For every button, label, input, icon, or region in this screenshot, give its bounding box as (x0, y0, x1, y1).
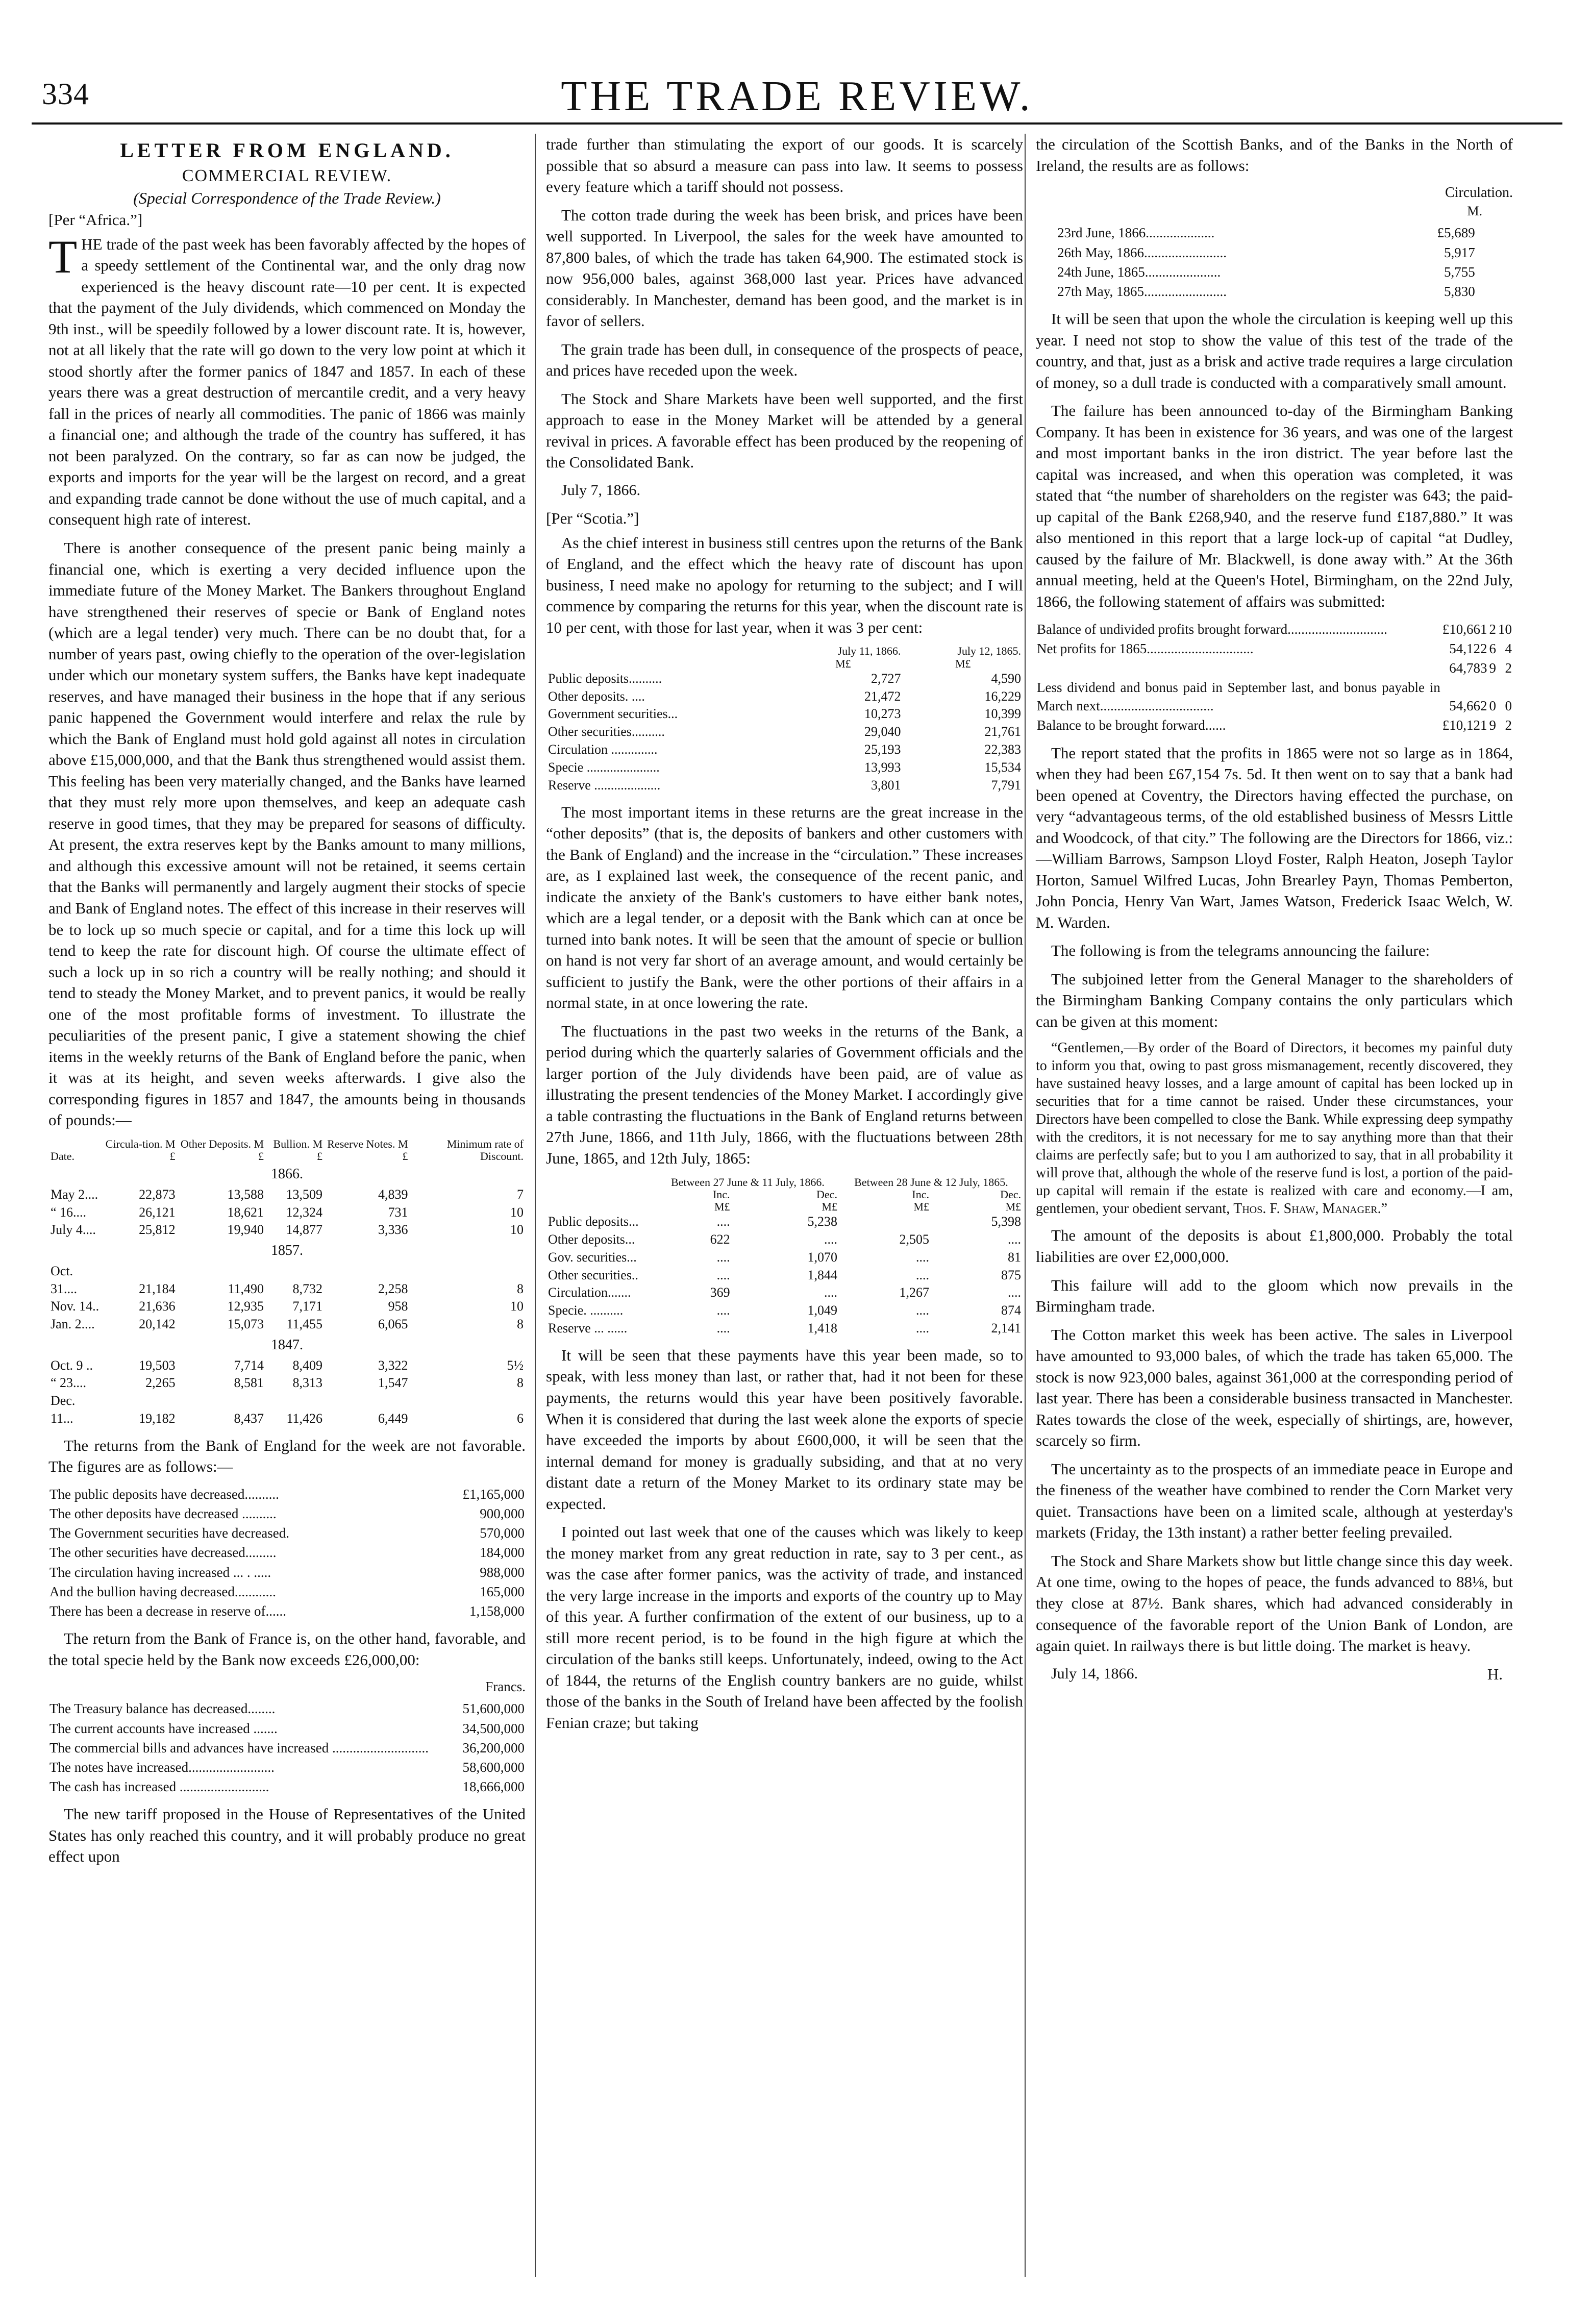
dateline: July 7, 1866. (561, 481, 641, 499)
list-item (48, 1719, 526, 1738)
table-cell: 570,000 (480, 1525, 525, 1541)
paragraph: This failure will add to the gloom which now prevails in the Birmingham trade. (1036, 1276, 1513, 1316)
table-cell: Specie. .......... (548, 1303, 624, 1318)
list-item (48, 1485, 526, 1504)
article-subtitle: COMMERCIAL REVIEW. (182, 166, 392, 185)
table-cell: 5,398 (991, 1214, 1021, 1229)
table-cell: £1,165,000 (462, 1486, 525, 1502)
table-cell: The public deposits have decreased.......... (49, 1486, 279, 1502)
table-cell: 8 (517, 1281, 524, 1296)
bank-returns-table (48, 1138, 526, 1428)
column-header: Minimum rate of Discount. (446, 1137, 524, 1163)
table-cell: 2,727 (870, 671, 901, 686)
table-cell: 1,158,000 (469, 1603, 525, 1619)
table-cell: 2,141 (991, 1321, 1021, 1336)
table-cell: 2 (1505, 660, 1512, 676)
unit-label: M£ (913, 1200, 929, 1213)
france-list (48, 1699, 526, 1796)
list-item (546, 1213, 1023, 1231)
paragraph: The subjoined letter from the General Manager to the shareholders of the Birmingham Banking Company contains the only particulars which can be given at this moment: (1036, 970, 1513, 1030)
table-cell: The notes have increased......................... (49, 1759, 275, 1775)
table-cell: 11,490 (228, 1281, 264, 1296)
list-item (48, 1758, 526, 1777)
column-divider (535, 134, 536, 2277)
table-row (48, 1392, 526, 1428)
table-row (48, 1374, 526, 1392)
table-cell: 2 (1489, 621, 1496, 637)
table-cell: 13,588 (227, 1186, 264, 1202)
table-cell: 1,049 (807, 1303, 837, 1318)
table-cell: Oct. 9 .. (51, 1357, 93, 1373)
table-cell: Reserve ... ...... (548, 1321, 628, 1336)
list-item (546, 1249, 1023, 1267)
table-cell: £10,121 (1442, 718, 1487, 733)
list-item (48, 1738, 526, 1758)
table-cell: 19,940 (227, 1222, 264, 1238)
table-row (48, 1204, 526, 1222)
unit-label: M£ (835, 657, 851, 670)
table-cell: 0 (1489, 698, 1496, 714)
list-item (1036, 639, 1513, 658)
list-item (48, 1563, 526, 1582)
paragraph: The Cotton market this week has been active. The sales in Liverpool have amounted to 93,000 bales, of which the trade has taken 65,000. The stock is now 923,000 bales, against 361,000 at the corresponding period of last year. There has been a considerable business transacted in Manchester. Rates towards the close of the week, especially of shirtings, are, however, scarcely so firm. (1036, 1325, 1513, 1450)
table-cell: .... (915, 1249, 929, 1265)
table-cell: 1,547 (378, 1375, 408, 1391)
paragraph: The grain trade has been dull, in consequence of the prospects of peace, and prices have receded upon the week. (546, 340, 1023, 380)
table-cell: 958 (388, 1299, 408, 1314)
table-cell: 2,505 (899, 1231, 929, 1247)
table-cell: Less dividend and bonus paid in September last, and bonus payable in March next................................. (1037, 680, 1440, 714)
table-cell: 9 (1489, 718, 1496, 733)
table-cell: 1,070 (807, 1249, 837, 1265)
table-cell: 21,184 (139, 1281, 176, 1296)
column-1 (48, 134, 526, 1874)
table-cell: 14,877 (286, 1222, 323, 1238)
table-cell: 15,534 (984, 759, 1021, 775)
table-cell: .... (716, 1249, 730, 1265)
paragraph: As the chief interest in business still centres upon the returns of the Bank of England, and the effect which the heavy rate of discount has upon business, I need make no apology for returning to the subject; and I will commence by comparing the returns for this year, when the discount rate is 10 per cent, with those for last year, when it was 3 per cent: (546, 533, 1023, 636)
year-label: 1847. (271, 1337, 303, 1353)
table-cell: 27th May, 1865........................ (1057, 283, 1227, 299)
table-cell: Reserve .................... (548, 777, 661, 793)
table-cell: 18,621 (227, 1204, 264, 1220)
table-cell: 10,273 (864, 706, 901, 722)
column-header: July 12, 1865. (957, 645, 1021, 658)
table-cell: 26th May, 1866........................ (1057, 244, 1227, 260)
table-cell: 0 (1505, 698, 1512, 714)
table-cell: The commercial bills and advances have increased ............................ (49, 1740, 429, 1756)
paragraph: The Stock and Share Markets show but little change since this day week. At one time, owing to the hopes of peace, the funds advanced to 88⅛, but they close at 87½. Bank shares, which had advanced considerably in consequence of the favorable report of the Union Bank of London, are again quiet. In railways there is but little doing. The market is heavy. (1036, 1551, 1513, 1655)
table-cell: 6 (517, 1411, 524, 1426)
table-row (48, 1221, 526, 1239)
table-cell: Public deposits.......... (548, 671, 662, 686)
table-cell: Balance of undivided profits brought forward............................. (1037, 621, 1387, 637)
column-3 (1036, 134, 1513, 1685)
column-2 (546, 134, 1023, 1740)
page-header (32, 20, 1562, 120)
table-cell: Other securities.. (548, 1267, 638, 1282)
unit-label: M£ (822, 1200, 837, 1213)
table-cell: Nov. 14.. (51, 1299, 100, 1314)
table-cell: 10 (510, 1299, 524, 1314)
paragraph: The report stated that the profits in 1865 were not so large as in 1864, when they had been £67,154 7s. 5d. It then went on to say that a bank had been opened at Coventry, the Directors having effected the purchase, on very “advantageous terms, of the old established business of Messrs Little and Woodcock, of that city.” The following are the Directors for 1866, viz.:—William Barrows, Sampson Lloyd Foster, Ralph Heaton, Joseph Taylor Horton, Samuel Wilfred Lucas, John Brearley Payn, Thomas Pemberton, John Poncia, Henry Van Wart, James Watson, Frederick Isaac Welch, W. M. Warden. (1036, 744, 1513, 931)
table-cell: 4,839 (378, 1186, 408, 1202)
circulation-header: Circulation. (1445, 185, 1513, 201)
list-item (1056, 282, 1476, 301)
table-cell: 13,509 (286, 1186, 323, 1202)
table-cell: Other deposits. .... (548, 688, 645, 704)
list-item (48, 1601, 526, 1621)
paragraph: It will be seen that these payments have this year been made, so to speak, with less money than last, or rather that, had it not been for these payments, the returns would this year have been positively favorable. When it is considered that during the last week alone the exports of specie have exceeded the imports by about £600,000, it will be seen that the internal demand for money is gradually subsiding, and that at no very distant date a return of the Money Market to its ordinary state may be expected. (546, 1346, 1023, 1513)
table-cell: .... (824, 1231, 837, 1247)
table-cell: 2,258 (378, 1281, 408, 1296)
table-cell: .... (1008, 1231, 1021, 1247)
ship-dispatch: [Per “Scotia.”] (546, 509, 639, 528)
table-cell: 12,324 (286, 1204, 323, 1220)
circulation-unit: M. (1467, 203, 1482, 218)
letter-signature: Thos. F. Shaw, Manager.” (1233, 1201, 1388, 1217)
article-title: LETTER FROM ENGLAND. (120, 139, 454, 162)
table-cell: 12,935 (227, 1299, 264, 1314)
table-cell: .... (716, 1267, 730, 1282)
sub-header: Dec. (816, 1188, 837, 1201)
table-cell: 11,455 (286, 1317, 323, 1332)
column-header: Other Deposits. M £ (180, 1137, 264, 1163)
table-cell: 10 (510, 1204, 524, 1220)
table-cell: There has been a decrease in reserve of...... (49, 1603, 286, 1619)
table-cell: And the bullion having decreased............ (49, 1584, 276, 1599)
paragraph: It will be seen that upon the whole the circulation is keeping well up this year. I need not stop to show the value of this test of the trade of the country, and that, just as a brisk and active trade requires a large circulation of money, so a dull trade is conducted with a comparatively small amount. (1036, 310, 1513, 391)
table-cell: 5,917 (1444, 244, 1475, 260)
list-item (546, 1302, 1023, 1320)
returns-table (546, 645, 1023, 794)
list-item (1056, 243, 1476, 262)
table-cell: The Government securities have decreased. (49, 1525, 290, 1541)
table-cell: 5,238 (807, 1214, 837, 1229)
column-header: Between 28 June & 12 July, 1865. (854, 1175, 1008, 1189)
paragraph: the circulation of the Scottish Banks, and of the Banks in the North of Ireland, the results are as follows: (1036, 135, 1513, 175)
table-cell: 900,000 (480, 1506, 525, 1522)
table-cell: 54,122 (1449, 640, 1487, 656)
table-cell: Circulation....... (548, 1285, 631, 1300)
dateline: July 14, 1866. (1051, 1665, 1138, 1682)
table-cell: 25,193 (864, 742, 901, 757)
table-cell: £5,689 (1437, 225, 1475, 241)
page-number: 334 (42, 77, 89, 111)
column-header: Date. (51, 1150, 75, 1163)
table-cell: 58,600,000 (462, 1759, 525, 1775)
france-unit: Francs. (485, 1679, 526, 1695)
drop-cap: T (48, 230, 78, 283)
table-cell: 26,121 (139, 1204, 176, 1220)
table-cell: 8 (517, 1375, 524, 1391)
unit-label: M£ (1005, 1200, 1021, 1213)
column-header: July 11, 1866. (837, 645, 901, 658)
table-cell: .... (716, 1214, 730, 1229)
list-item (546, 1231, 1023, 1249)
table-cell: 11,426 (286, 1411, 323, 1426)
table-cell: 3,801 (870, 777, 901, 793)
unit-label: M£ (714, 1200, 730, 1213)
table-cell: 22,873 (139, 1186, 176, 1202)
table-cell: 54,662 (1449, 698, 1487, 714)
table-cell: 5,830 (1444, 283, 1475, 299)
list-item (48, 1777, 526, 1796)
table-cell: .... (716, 1321, 730, 1336)
table-cell: 51,600,000 (462, 1701, 525, 1717)
accounts-table (1036, 620, 1513, 735)
running-title: THE TRADE REVIEW. (561, 72, 1033, 120)
quoted-letter: “Gentlemen,—By order of the Board of Directors, it becomes my painful duty to inform you that, owing to past gross mismanagement, recently discovered, they have sustained heavy losses, and a large amount of capital has been locked up in securities that for a time cannot be raised. Under these circumstances, your Directors have been compelled to close the Bank. While expressing deep sympathy with the creditors, it is not necessary for me to say anything more than that their claims are perfectly safe; but to you I am authorized to say, that in all probability it will prove that, although the whole of the reserve fund is lost, a portion of the paid-up capital will remain if the estate is realized with care and economy.—I am, gentlemen, your obedient servant, Thos. F. Shaw, Manager.” (1036, 1040, 1513, 1217)
table-cell: 19,182 (139, 1411, 176, 1426)
table-cell: “ 23.... (51, 1375, 87, 1391)
table-cell (1036, 658, 1441, 678)
table-cell: 1,267 (899, 1285, 929, 1300)
year-label: 1866. (271, 1166, 303, 1182)
table-cell: 21,761 (984, 724, 1021, 739)
table-row (48, 1298, 526, 1316)
table-cell: 8,581 (234, 1375, 264, 1391)
sub-header: Dec. (1000, 1188, 1021, 1201)
table-cell: 7,171 (292, 1299, 323, 1314)
table-cell: 988,000 (480, 1564, 525, 1580)
table-cell: 184,000 (480, 1545, 525, 1561)
list-item (1036, 658, 1513, 678)
paragraph: The Stock and Share Markets have been well supported, and the first approach to ease in the Money Market will be attended by a general revival in prices. A favorable effect has been produced by the reopening of the Consolidated Bank. (546, 389, 1023, 472)
table-cell: 8,409 (292, 1357, 323, 1373)
paragraph: The amount of the deposits is about £1,800,000. Probably the total liabilities are over £2,000,000. (1036, 1226, 1513, 1266)
list-item (48, 1504, 526, 1523)
paragraph: The cotton trade during the week has been brisk, and prices have been well supported. In Liverpool, the sales for the week have amounted to 87,800 bales, of which the trade has taken 64,900. The estimated stock is now 956,000 bales, against 368,000 last year. Prices have advanced considerably. In Manchester, demand has been good, and the market is in favor of sellers. (546, 206, 1023, 330)
table-cell: 1,418 (807, 1321, 837, 1336)
table-cell: 5½ (507, 1357, 524, 1373)
table-cell: Public deposits... (548, 1214, 639, 1229)
table-cell: Other securities.......... (548, 724, 665, 739)
sign-off: H. (1487, 1665, 1503, 1683)
table-cell: 23rd June, 1866.................... (1057, 225, 1215, 241)
paragraph: I pointed out last week that one of the causes which was likely to keep the money market from any great reduction in rate, say to 3 per cent., as was the case after former panics, was the activity of trade, and instanced the very large increase in the imports and exports of the country up to May of this year. A further confirmation of the extent of our business, up to a still more recent period, is to be found in the high figure at which the circulation of the banks still keeps. Unfortunately, indeed, owing to the Act of 1844, the returns of the English country bankers are no guide, whilst those of the banks in the South of Ireland have been affected by the foolish Fenian craze; but taking (546, 1523, 1023, 1732)
table-cell: Balance to be brought forward...... (1037, 718, 1226, 733)
fluctuations-table (546, 1176, 1023, 1338)
list-item (1056, 223, 1476, 242)
list-item (1036, 620, 1513, 639)
table-cell: 4 (1505, 640, 1512, 656)
table-row (48, 1357, 526, 1375)
table-cell: The Treasury balance has decreased........ (49, 1701, 276, 1717)
table-cell: 64,783 (1449, 660, 1487, 676)
table-cell: 7,714 (234, 1357, 264, 1373)
paragraph: There is another consequence of the present panic being mainly a financial one, which is exerting a very decided influence upon the immediate future of the Money Market. The Bankers throughout England have strengthened their reserves of specie or Bank of England notes (which are a legal tender) very much. There can be no doubt that, for a number of years past, owing chiefly to the operation of the over-legislation under which our monetary system suffers, the Banks have kept inadequate reserves, and have managed their business in the hope that if any serious panic happened the Government would interfere and relax the rule by which the Bank of England must hold gold against all notes in circulation above £15,000,000, and that the Bank thus strengthened would assist them. This feeling has been very materially changed, and the Banks have learned that they must rely more upon themselves, and keep an adequate cash reserve in good times, that they may be prepared for seasons of difficulty. At present, the extra reserves kept by the Banks amount to many millions, and although this excessive amount will not be retained, it seems certain that the Banks will permanently and largely augment their stocks of specie and Bank of England notes. The effect of this increase in their reserves will be to lock up so much specie or capital, and for a time this lock up will tend to keep the rate for discount high. Of course the ultimate effect of such a lock up in so rich a country will be really nothing; and should it tend to steady the Money Market, and to prevent panics, it would be really one of the most profitable forms of investment. To illustrate the peculiarities of the present panic, I give a statement showing the chief items in the weekly returns of the Bank of England before the panic, when it was at its height, and seven weeks afterwards. I give also the corresponding figures in 1857 and 1847, the amounts being in thousands of pounds:— (48, 538, 526, 1129)
table-cell: .... (1008, 1285, 1021, 1300)
table-cell: 10,399 (984, 706, 1021, 722)
circulation-table (1056, 223, 1476, 301)
table-cell: 165,000 (480, 1584, 525, 1599)
table-cell: 3,322 (378, 1357, 408, 1373)
table-cell: Net profits for 1865............................... (1037, 640, 1254, 656)
year-row (48, 1239, 526, 1263)
table-cell: 25,812 (139, 1222, 176, 1238)
paragraph: The fluctuations in the past two weeks in the returns of the Bank, a period during which the quarterly salaries of Government officials and the larger portion of the July dividends have been paid, are of value as illustrating the present tendencies of the Money Market. I accordingly give a table contrasting the fluctuations in the Bank of England returns between 27th June, 1866, and 11th July, 1866, with the fluctuations between 28th June, 1865, and 12th July, 1865: (546, 1022, 1023, 1168)
list-item (1056, 262, 1476, 282)
column-header: Bullion. M £ (273, 1137, 323, 1163)
header-rule (32, 122, 1562, 125)
table-cell: 9 (1489, 660, 1496, 676)
table-cell: 6,449 (378, 1411, 408, 1426)
table-cell: £10,661 (1442, 621, 1487, 637)
table-cell: Dec. 11... (51, 1393, 76, 1426)
table-cell: 369 (710, 1285, 730, 1300)
table-cell: 2,265 (145, 1375, 176, 1391)
ship-dispatch: [Per “Africa.”] (48, 211, 143, 229)
table-cell: 29,040 (864, 724, 901, 739)
table-cell: 7 (517, 1186, 524, 1202)
table-cell: 5,755 (1444, 264, 1475, 280)
table-cell: 15,073 (227, 1317, 264, 1332)
table-cell: 4,590 (991, 671, 1021, 686)
list-item (546, 688, 1023, 706)
column-header: Between 27 June & 11 July, 1866. (670, 1175, 825, 1189)
table-cell: 875 (1001, 1267, 1021, 1282)
table-cell: .... (915, 1303, 929, 1318)
list-item (546, 670, 1023, 688)
sub-header: Inc. (912, 1188, 929, 1201)
table-cell: The cash has increased .......................... (49, 1779, 269, 1795)
table-cell: 18,666,000 (462, 1779, 525, 1795)
table-cell: Specie ...................... (548, 759, 660, 775)
table-cell: 8,732 (292, 1281, 323, 1296)
list-item (48, 1582, 526, 1601)
table-cell: Circulation .............. (548, 742, 658, 757)
table-cell: Government securities... (548, 706, 678, 722)
list-item (1036, 678, 1513, 715)
table-cell: The other deposits have decreased .......... (49, 1506, 277, 1522)
table-cell: 21,472 (864, 688, 901, 704)
correspondence-note: (Special Correspondence of the Trade Review.) (133, 189, 441, 208)
table-cell: .... (915, 1321, 929, 1336)
table-cell: 24th June, 1865...................... (1057, 264, 1221, 280)
paragraph: The following is from the telegrams announcing the failure: (1051, 942, 1430, 960)
paragraph: THE trade of the past week has been favorably affected by the hopes of a speedy settlement of the Continental war, and the only drag now experienced is the heavy discount rate—10 per cent. It is expected that the payment of the July dividends, which commenced on Monday the 9th inst., will be speedily followed by a lower discount rate. It is, however, not at all likely that the rate will go down to the very low point at which it stood shortly after the former panics of 1847 and 1857. In each of these years there was a great destruction of mercantile credit, and a very heavy fall in the prices of nearly all commodities. The panic of 1866 was mainly a financial one; and although the trade of the country has suffered, it has not been paralyzed. On the contrary, so far as can now be judged, the exports and imports for the year will be the largest on record, and a great and expanding trade cannot be done without the use of much capital, and a consequent high rate of interest. (48, 230, 526, 529)
list-item (546, 1284, 1023, 1302)
column-header: Circula-tion. M £ (105, 1137, 176, 1163)
table-cell: 16,229 (984, 688, 1021, 704)
table-row (48, 1316, 526, 1333)
unit-label: M£ (955, 657, 971, 670)
list-item (1036, 715, 1513, 735)
paragraph: The returns from the Bank of England for the week are not favorable. The figures are as follows:— (48, 1436, 526, 1476)
table-cell: 1,844 (807, 1267, 837, 1282)
table-cell: Oct. 31.... (51, 1263, 77, 1296)
table-cell: 7,791 (991, 777, 1021, 793)
list-item (48, 1699, 526, 1718)
table-cell: 8 (517, 1317, 524, 1332)
table-cell: May 2.... (51, 1186, 98, 1202)
table-cell: 19,503 (139, 1357, 176, 1373)
table-cell: 6 (1489, 640, 1496, 656)
list-item (546, 777, 1023, 795)
table-cell: 731 (388, 1204, 408, 1220)
table-row (48, 1186, 526, 1204)
paragraph: The failure has been announced to-day of the Birmingham Banking Company. It has been in existence for 36 years, and was one of the largest and most important banks in the iron district. The year before last the capital was increased, and when this operation was completed, it was stated that “the number of shareholders on the register was 643; the paid-up capital of the Bank £268,940, and the reserve fund £187,880.” It was also mentioned in this report that a large lock-up of capital “at Dudley, caused by the failure of Mr. Blackwell, is done away with.” At the 36th annual meeting, held at the Queen's Hotel, Birmingham, on the 22nd July, 1866, the following statement of affairs was submitted: (1036, 402, 1513, 610)
table-cell: .... (915, 1267, 929, 1282)
table-cell: July 4.... (51, 1222, 96, 1238)
paragraph: trade further than stimulating the export of our goods. It is scarcely possible that so absurd a measure can pass into law. It seems to possess every feature which a tariff should not possess. (546, 135, 1023, 196)
changes-list (48, 1485, 526, 1621)
table-cell: 2 (1505, 718, 1512, 733)
table-cell: 22,383 (984, 742, 1021, 757)
list-item (546, 741, 1023, 759)
table-cell: 622 (710, 1231, 730, 1247)
table-cell: 36,200,000 (462, 1740, 525, 1756)
table-row (48, 1263, 526, 1298)
list-item (48, 1543, 526, 1562)
table-cell: 13,993 (864, 759, 901, 775)
table-cell: 8,313 (292, 1375, 323, 1391)
list-item (48, 1523, 526, 1543)
table-cell: 34,500,000 (462, 1720, 525, 1736)
list-item (546, 705, 1023, 723)
table-cell: .... (824, 1285, 837, 1300)
list-item (546, 723, 1023, 741)
paragraph: The return from the Bank of France is, on the other hand, favorable, and the total specie held by the Bank now exceeds £26,000,00: (48, 1629, 526, 1669)
year-row (48, 1163, 526, 1186)
table-cell: 3,336 (378, 1222, 408, 1238)
column-divider (1025, 134, 1026, 2277)
paragraph: The new tariff proposed in the House of Representatives of the United States has only reached this country, and it will probably produce no great effect upon (48, 1805, 526, 1866)
table-cell: 81 (1008, 1249, 1021, 1265)
column-header: Reserve Notes. M £ (327, 1137, 408, 1163)
table-cell: 21,636 (139, 1299, 176, 1314)
table-cell: .... (716, 1303, 730, 1318)
year-row (48, 1333, 526, 1357)
table-cell: Other deposits... (548, 1231, 635, 1247)
table-cell: 20,142 (139, 1317, 176, 1332)
table-cell: 6,065 (378, 1317, 408, 1332)
list-item (546, 759, 1023, 777)
table-cell: The other securities have decreased......... (49, 1545, 277, 1561)
table-cell: Jan. 2.... (51, 1317, 95, 1332)
table-cell: “ 16.... (51, 1204, 87, 1220)
table-cell: 8,437 (234, 1411, 264, 1426)
paragraph: The uncertainty as to the prospects of an immediate peace in Europe and the fineness of the weather have combined to render the Corn Market very quiet. Transactions have been on a limited scale, although at yesterday's markets (Friday, the 13th instant) a rather better feeling prevailed. (1036, 1460, 1513, 1542)
table-cell: 874 (1001, 1303, 1021, 1318)
year-label: 1857. (271, 1243, 303, 1259)
table-cell (839, 1213, 931, 1231)
paragraph: The most important items in these returns are the great increase in the “other deposits” (that is, the deposits of bankers and other customers with the Bank of England) and the increase in the “circulation.” These increases are, as I explained last week, the consequence of the recent panic, and indicate the anxiety of the Bank's customers to have either bank notes, which are a legal tender, or a deposit with the Bank which can at once be turned into bank notes. It will be seen that the amount of specie or bullion on hand is not very far short of an average amount, and would certainly be sufficient to justify the Bank, were the other portions of their affairs in a normal state, in at once lowering the rate. (546, 803, 1023, 1012)
table-cell: 10 (510, 1222, 524, 1238)
table-cell: Gov. securities... (548, 1249, 637, 1265)
list-item (546, 1267, 1023, 1284)
list-item (546, 1320, 1023, 1338)
sub-header: Inc. (712, 1188, 730, 1201)
table-cell: The circulation having increased ... . ..... (49, 1564, 271, 1580)
table-cell: 10 (1498, 621, 1512, 637)
table-cell: The current accounts have increased ....... (49, 1720, 278, 1736)
